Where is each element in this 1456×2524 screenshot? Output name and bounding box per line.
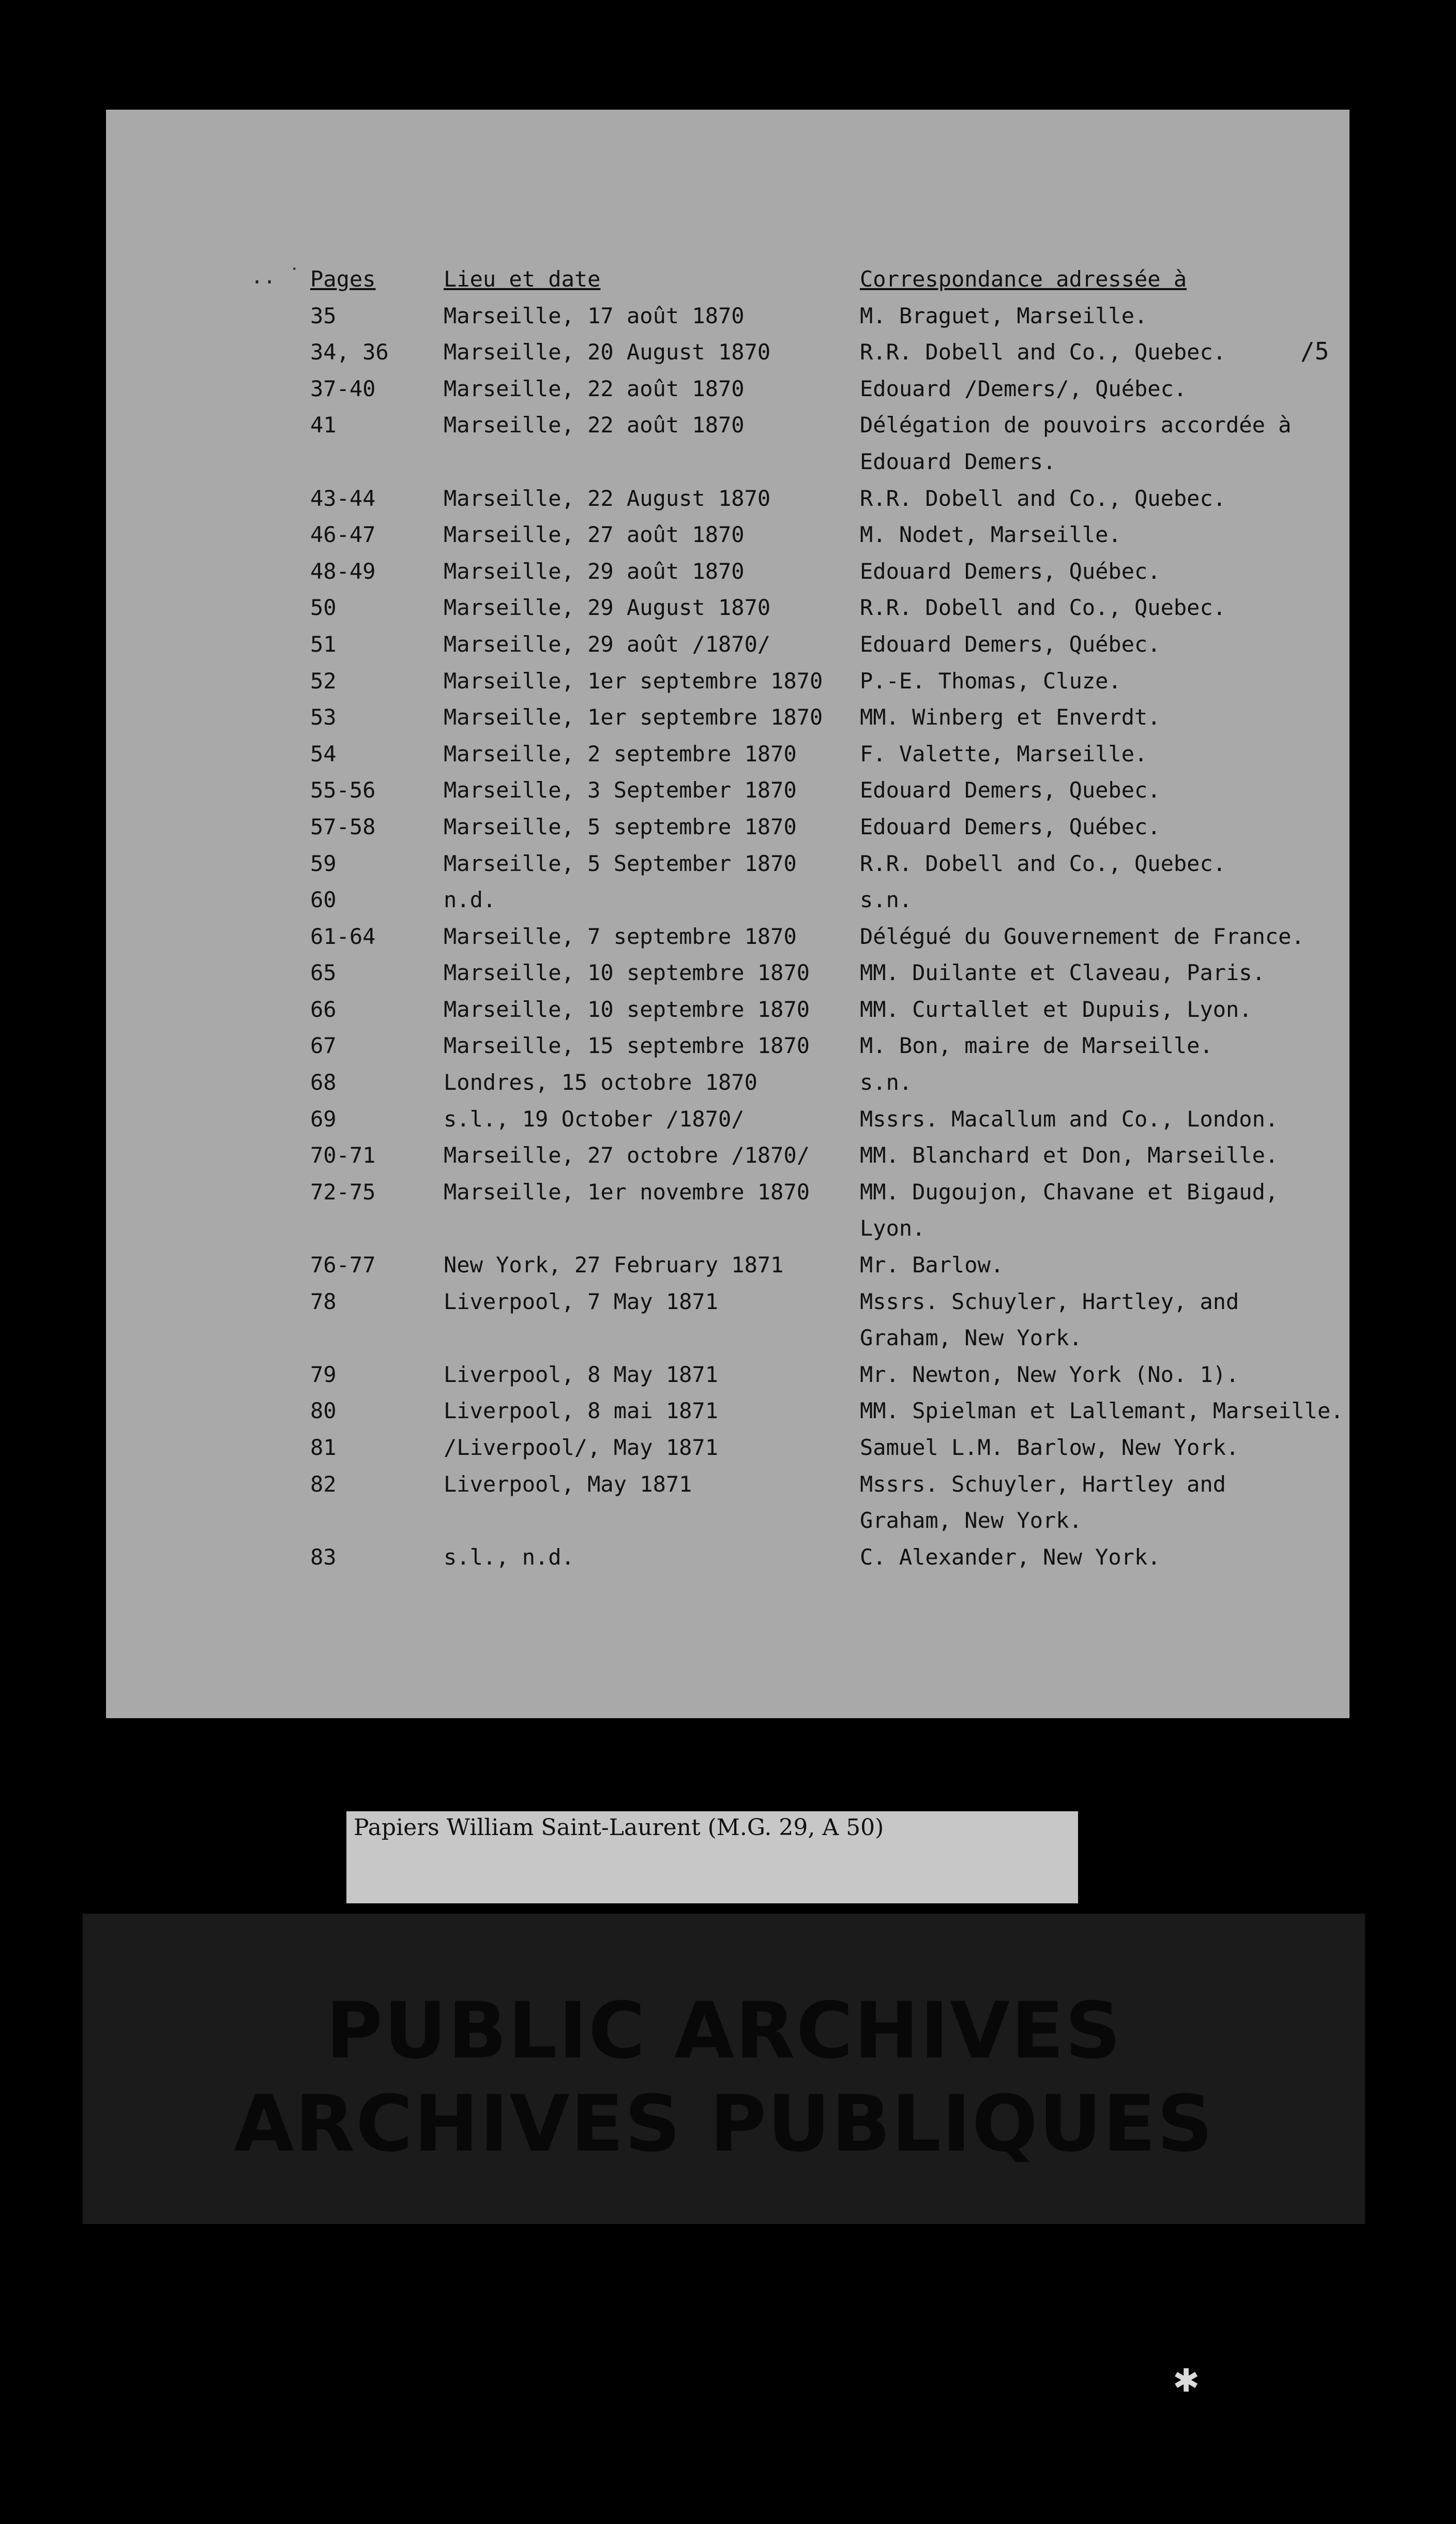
cell-place-date: Marseille, 22 August 1870	[444, 485, 771, 511]
collection-label-text: Papiers William Saint-Laurent (M.G. 29, A 50)	[354, 1814, 884, 1841]
table-row	[310, 1028, 1344, 1064]
cell-addressee: R.R. Dobell and Co., Quebec.	[860, 339, 1226, 365]
cell-addressee: Mr. Barlow.	[860, 1252, 1004, 1278]
cell-pages: 76-77	[310, 1252, 376, 1278]
cell-pages: 72-75	[310, 1179, 376, 1205]
cell-addressee: Graham, New York.	[860, 1325, 1082, 1351]
cell-place-date: Marseille, 2 septembre 1870	[444, 741, 797, 767]
table-row	[310, 371, 1344, 408]
cell-pages	[310, 1503, 444, 1539]
table-row	[310, 444, 1344, 480]
table-row	[310, 1320, 1344, 1357]
table-row	[310, 590, 1344, 626]
cell-addressee: Edouard Demers, Québec.	[860, 558, 1161, 584]
correspondence-table	[310, 261, 1344, 1575]
cell-addressee: Edouard Demers.	[860, 448, 1056, 474]
cell-pages: 37-40	[310, 375, 376, 401]
table-row	[310, 1466, 1344, 1503]
cell-pages	[310, 1210, 444, 1247]
cell-addressee: MM. Winberg et Enverdt.	[860, 704, 1161, 730]
table-row	[310, 553, 1344, 590]
page-number: /5	[1300, 337, 1329, 365]
table-row	[310, 736, 1344, 773]
cell-place-date: Marseille, 1er septembre 1870	[444, 704, 823, 730]
cell-place-date: Liverpool, 7 May 1871	[444, 1288, 719, 1314]
header-pages: Pages	[310, 266, 376, 292]
cell-place-date: Marseille, 17 août 1870	[444, 303, 745, 328]
cell-addressee: P.-E. Thomas, Cluze.	[860, 668, 1121, 694]
table-row	[310, 1247, 1344, 1284]
cell-pages: 78	[310, 1288, 337, 1314]
cell-addressee: Délégation de pouvoirs accordée à	[860, 412, 1292, 438]
cell-pages: 82	[310, 1471, 337, 1497]
cell-place-date: Liverpool, 8 May 1871	[444, 1361, 719, 1387]
cell-pages: 81	[310, 1435, 337, 1460]
cell-addressee: Mssrs. Schuyler, Hartley and	[860, 1471, 1226, 1497]
cell-pages: 41	[310, 412, 337, 438]
cell-pages: 68	[310, 1070, 337, 1095]
cell-addressee: Edouard Demers, Quebec.	[860, 777, 1161, 803]
table-row	[310, 407, 1344, 444]
cell-pages: 52	[310, 668, 337, 694]
cell-pages: 65	[310, 960, 337, 986]
cell-place-date: Liverpool, May 1871	[444, 1471, 692, 1497]
table-row	[310, 480, 1344, 517]
cell-place-date: Liverpool, 8 mai 1871	[444, 1398, 719, 1424]
cell-pages: 60	[310, 887, 337, 913]
cell-pages: 48-49	[310, 558, 376, 584]
cell-place-date: Marseille, 7 septembre 1870	[444, 923, 797, 949]
cell-place-date: Marseille, 15 septembre 1870	[444, 1033, 810, 1059]
table-row	[310, 919, 1344, 955]
cell-place-date	[444, 1210, 860, 1247]
cell-place-date: Marseille, 10 septembre 1870	[444, 996, 810, 1022]
stamp-line-1: PUBLIC ARCHIVES	[326, 1986, 1122, 2076]
cell-addressee: Edouard Demers, Québec.	[860, 631, 1161, 657]
table-row	[310, 991, 1344, 1028]
cell-pages: 51	[310, 631, 337, 657]
table-row	[310, 663, 1344, 700]
table-row	[310, 1357, 1344, 1393]
cell-place-date: Marseille, 27 octobre /1870/	[444, 1143, 810, 1168]
cell-place-date: Marseille, 22 août 1870	[444, 375, 745, 401]
cell-place-date	[444, 444, 860, 480]
table-row	[310, 1503, 1344, 1539]
cell-pages: 54	[310, 741, 337, 767]
table-row	[310, 1284, 1344, 1320]
cell-place-date: Marseille, 1er novembre 1870	[444, 1179, 810, 1205]
cell-place-date: n.d.	[444, 887, 496, 913]
cell-pages: 69	[310, 1106, 337, 1132]
table-row	[310, 517, 1344, 553]
table-row	[310, 334, 1344, 371]
cell-pages: 66	[310, 996, 337, 1022]
cell-pages: 59	[310, 850, 337, 876]
cell-place-date: Londres, 15 octobre 1870	[444, 1070, 757, 1095]
cell-place-date: Marseille, 29 August 1870	[444, 595, 771, 621]
cell-place-date: Marseille, 1er septembre 1870	[444, 668, 823, 694]
stamp-line-2: ARCHIVES PUBLIQUES	[234, 2079, 1214, 2169]
cell-place-date: s.l., n.d.	[444, 1544, 574, 1570]
table-row	[310, 1101, 1344, 1138]
cell-addressee: R.R. Dobell and Co., Quebec.	[860, 850, 1226, 876]
cell-addressee: R.R. Dobell and Co., Quebec.	[860, 595, 1226, 621]
cell-place-date: Marseille, 22 août 1870	[444, 412, 745, 438]
cell-pages: 43-44	[310, 485, 376, 511]
table-row	[310, 699, 1344, 736]
cell-place-date: Marseille, 29 août 1870	[444, 558, 745, 584]
cell-addressee: Edouard Demers, Québec.	[860, 814, 1161, 839]
cell-addressee: s.n.	[860, 1070, 913, 1095]
collection-label	[346, 1811, 1078, 1903]
cell-addressee: s.n.	[860, 887, 913, 913]
cell-place-date: Marseille, 5 septembre 1870	[444, 814, 797, 839]
cell-addressee: Edouard /Demers/, Québec.	[860, 375, 1187, 401]
cell-addressee: M. Bon, maire de Marseille.	[860, 1033, 1213, 1059]
table-row	[310, 846, 1344, 882]
cell-addressee: Lyon.	[860, 1215, 926, 1241]
cell-pages: 83	[310, 1544, 337, 1570]
table-row	[310, 955, 1344, 991]
cell-addressee: Mssrs. Schuyler, Hartley, and	[860, 1288, 1239, 1314]
cell-addressee: R.R. Dobell and Co., Quebec.	[860, 485, 1226, 511]
cell-place-date: Marseille, 29 août /1870/	[444, 631, 771, 657]
cell-pages	[310, 1320, 444, 1357]
cell-pages: 55-56	[310, 777, 376, 803]
table-row	[310, 1210, 1344, 1247]
table-row	[310, 1064, 1344, 1101]
cell-pages: 50	[310, 595, 337, 621]
cell-pages: 67	[310, 1033, 337, 1059]
cell-addressee: C. Alexander, New York.	[860, 1544, 1161, 1570]
table-row	[310, 1539, 1344, 1576]
cell-pages: 34, 36	[310, 339, 389, 365]
cell-place-date: Marseille, 5 September 1870	[444, 850, 797, 876]
header-place-date: Lieu et date	[444, 266, 601, 292]
cell-pages	[310, 444, 444, 480]
cell-addressee: Graham, New York.	[860, 1508, 1082, 1534]
cell-pages: 46-47	[310, 522, 376, 548]
cell-place-date	[444, 1320, 860, 1357]
cell-pages: 80	[310, 1398, 337, 1424]
star-mark: ✱	[1174, 2353, 1199, 2401]
table-row	[310, 809, 1344, 846]
cell-place-date: Marseille, 10 septembre 1870	[444, 960, 810, 986]
cell-pages: 57-58	[310, 814, 376, 839]
cell-pages: 53	[310, 704, 337, 730]
table-row	[310, 298, 1344, 335]
cell-place-date: s.l., 19 October /1870/	[444, 1106, 745, 1132]
cell-pages: 79	[310, 1361, 337, 1387]
table-row	[310, 882, 1344, 919]
cell-place-date: New York, 27 February 1871	[444, 1252, 784, 1278]
cell-addressee: F. Valette, Marseille.	[860, 741, 1148, 767]
cell-addressee: MM. Blanchard et Don, Marseille.	[860, 1143, 1279, 1168]
table-header-row	[310, 261, 1344, 298]
cell-pages: 35	[310, 303, 337, 328]
table-row	[310, 1174, 1344, 1211]
cell-addressee: MM. Dugoujon, Chavane et Bigaud,	[860, 1179, 1279, 1205]
cell-place-date: /Liverpool/, May 1871	[444, 1435, 719, 1460]
speck-marks: .. ˙	[251, 265, 301, 289]
table-row	[310, 1430, 1344, 1466]
cell-pages: 61-64	[310, 923, 376, 949]
header-addressee: Correspondance adressée à	[860, 266, 1187, 292]
cell-addressee: MM. Duilante et Claveau, Paris.	[860, 960, 1265, 986]
cell-addressee: M. Nodet, Marseille.	[860, 522, 1121, 548]
cell-addressee: Mr. Newton, New York (No. 1).	[860, 1361, 1239, 1387]
table-row	[310, 626, 1344, 663]
table-row	[310, 772, 1344, 809]
archives-stamp	[83, 1914, 1365, 2224]
cell-addressee: Samuel L.M. Barlow, New York.	[860, 1435, 1239, 1460]
table-row	[310, 1137, 1344, 1174]
cell-place-date: Marseille, 3 September 1870	[444, 777, 797, 803]
cell-pages: 70-71	[310, 1143, 376, 1168]
cell-place-date: Marseille, 20 August 1870	[444, 339, 771, 365]
cell-place-date	[444, 1503, 860, 1539]
cell-addressee: MM. Curtallet et Dupuis, Lyon.	[860, 996, 1252, 1022]
cell-addressee: MM. Spielman et Lallemant, Marseille.	[860, 1398, 1344, 1424]
cell-place-date: Marseille, 27 août 1870	[444, 522, 745, 548]
cell-addressee: M. Braguet, Marseille.	[860, 303, 1148, 328]
cell-addressee: Délégué du Gouvernement de France.	[860, 923, 1305, 949]
cell-addressee: Mssrs. Macallum and Co., London.	[860, 1106, 1279, 1132]
table-row	[310, 1393, 1344, 1430]
